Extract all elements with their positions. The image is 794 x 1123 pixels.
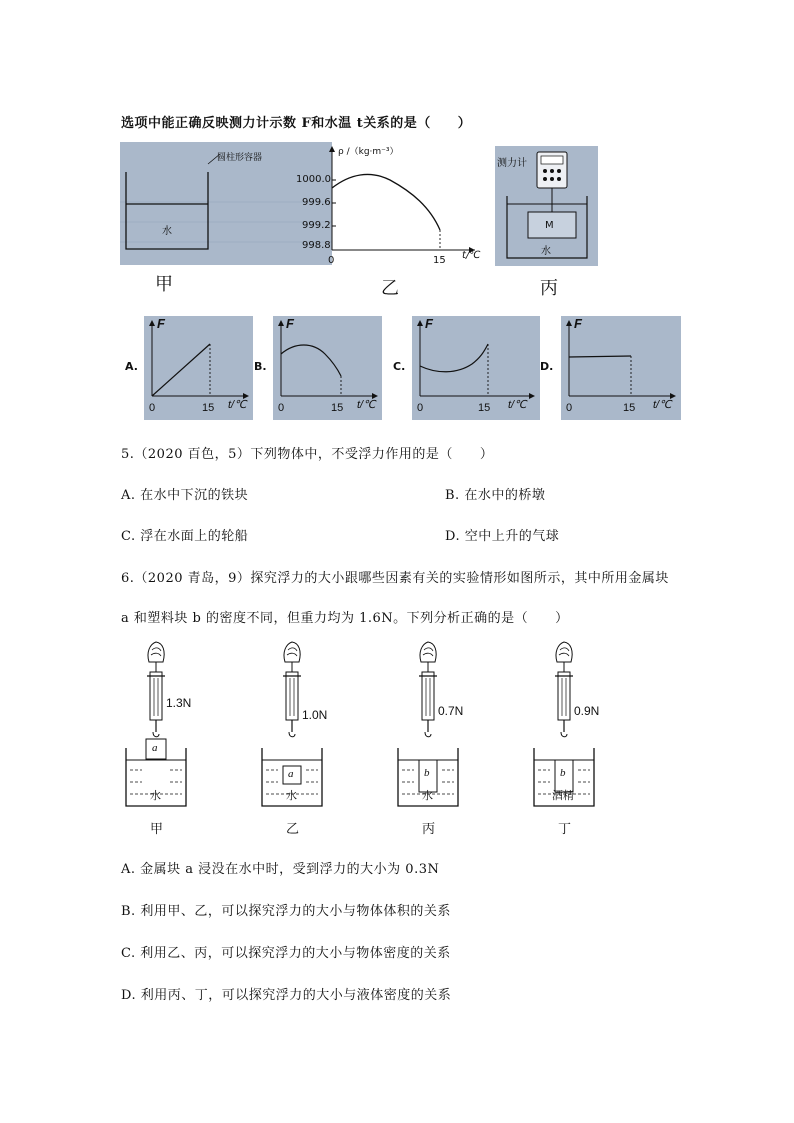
question-4-stem: 选项中能正确反映测力计示数 F和水温 t关系的是（ ） <box>121 116 472 131</box>
container-label: 圆柱形容器 <box>217 153 263 163</box>
liquid-yi: 水 <box>286 789 297 802</box>
option-c-chart[interactable] <box>412 316 540 420</box>
question-6-option-a[interactable]: A. 金属块 a 浸没在水中时，受到浮力的大小为 0.3N <box>121 862 440 877</box>
xtick-0: 0 <box>328 255 335 266</box>
figure-yi-caption: 乙 <box>381 278 399 299</box>
ytick-998-8: 998.8 <box>302 240 331 251</box>
question-5-option-c[interactable]: C. 浮在水面上的轮船 <box>121 529 249 544</box>
option-b-xlabel: t/℃ <box>357 399 376 411</box>
reading-jia: 1.3N <box>166 696 192 710</box>
option-d-x0: 0 <box>566 402 573 414</box>
block-yi: a <box>288 768 294 780</box>
experiment-figures <box>118 640 618 840</box>
caption-jia: 甲 <box>150 822 164 837</box>
liquid-ding: 酒精 <box>552 789 574 802</box>
figure-jia-caption: 甲 <box>155 274 173 295</box>
question-6-option-d[interactable]: D. 利用丙、丁，可以探究浮力的大小与液体密度的关系 <box>121 988 452 1003</box>
figure-bing-photo <box>495 146 598 266</box>
xlabel: t/℃ <box>462 250 481 261</box>
ytick-1000: 1000.0 <box>296 174 331 185</box>
option-b-x15: 15 <box>331 402 344 414</box>
question-5-stem: 5.（2020 百色，5）下列物体中，不受浮力作用的是（ ） <box>121 447 494 462</box>
setup-yi <box>262 642 322 806</box>
option-c-x15: 15 <box>478 402 491 414</box>
setup-ding <box>534 642 594 806</box>
caption-ding: 丁 <box>558 822 572 837</box>
option-c-x0: 0 <box>417 402 424 414</box>
option-b-ylabel: F <box>286 316 294 331</box>
density-ylabel: ρ /（kg·m⁻³） <box>338 147 399 157</box>
question-5-option-b[interactable]: B. 在水中的桥墩 <box>445 488 546 503</box>
density-curve <box>332 174 440 230</box>
option-d-xlabel: t/℃ <box>653 399 672 411</box>
reading-yi: 1.0N <box>302 708 328 722</box>
block-ding: b <box>560 767 566 779</box>
option-d-x15: 15 <box>623 402 636 414</box>
question-6-option-c[interactable]: C. 利用乙、丙，可以探究浮力的大小与物体密度的关系 <box>121 946 451 961</box>
ytick-999-2: 999.2 <box>302 220 331 231</box>
setup-bing <box>398 642 458 806</box>
question-6-option-b[interactable]: B. 利用甲、乙，可以探究浮力的大小与物体体积的关系 <box>121 904 451 919</box>
option-a-x0: 0 <box>149 402 156 414</box>
option-b-letter: B. <box>254 360 267 373</box>
block-bing: b <box>424 767 430 779</box>
option-a-letter: A. <box>125 360 138 373</box>
option-a-line <box>152 344 210 396</box>
xtick-15: 15 <box>433 255 446 266</box>
option-c-ylabel: F <box>425 316 433 331</box>
option-a-chart[interactable] <box>144 316 253 420</box>
option-a-xlabel: t/℃ <box>228 399 247 411</box>
experiment-svg <box>118 640 618 815</box>
option-c-curve <box>420 344 488 372</box>
block-m-label: M <box>545 220 554 231</box>
liquid-jia: 水 <box>150 789 161 802</box>
question-5-option-d[interactable]: D. 空中上升的气球 <box>445 529 560 544</box>
option-d-line <box>569 356 631 357</box>
option-d-chart[interactable] <box>561 316 681 420</box>
meter-label: 测力计 <box>497 158 527 169</box>
question-6-stem-line2: a 和塑料块 b 的密度不同，但重力均为 1.6N。下列分析正确的是（ ） <box>121 611 569 626</box>
figure-yi-chart <box>290 142 490 272</box>
option-a-x15: 15 <box>202 402 215 414</box>
ytick-999-6: 999.6 <box>302 197 331 208</box>
option-d-ylabel: F <box>574 316 582 331</box>
block-jia: a <box>152 742 158 754</box>
option-b-chart[interactable] <box>273 316 382 420</box>
option-b-curve <box>281 345 341 376</box>
caption-bing: 丙 <box>422 822 436 837</box>
option-c-letter: C. <box>393 360 406 373</box>
question-6-stem-line1: 6.（2020 青岛，9）探究浮力的大小跟哪些因素有关的实验情形如图所示，其中所用金属块 <box>121 571 669 586</box>
liquid-bing: 水 <box>422 789 433 802</box>
option-d-letter: D. <box>540 360 554 373</box>
water-label: 水 <box>162 226 172 237</box>
figure-bing-caption: 丙 <box>540 278 558 299</box>
option-c-xlabel: t/℃ <box>508 399 527 411</box>
setup-jia <box>126 642 186 806</box>
reading-bing: 0.7N <box>438 704 464 718</box>
bing-water-label: 水 <box>541 246 551 257</box>
option-b-x0: 0 <box>278 402 285 414</box>
option-a-ylabel: F <box>157 316 165 331</box>
reading-ding: 0.9N <box>574 704 600 718</box>
caption-yi: 乙 <box>286 822 300 837</box>
question-5-option-a[interactable]: A. 在水中下沉的铁块 <box>121 488 249 503</box>
